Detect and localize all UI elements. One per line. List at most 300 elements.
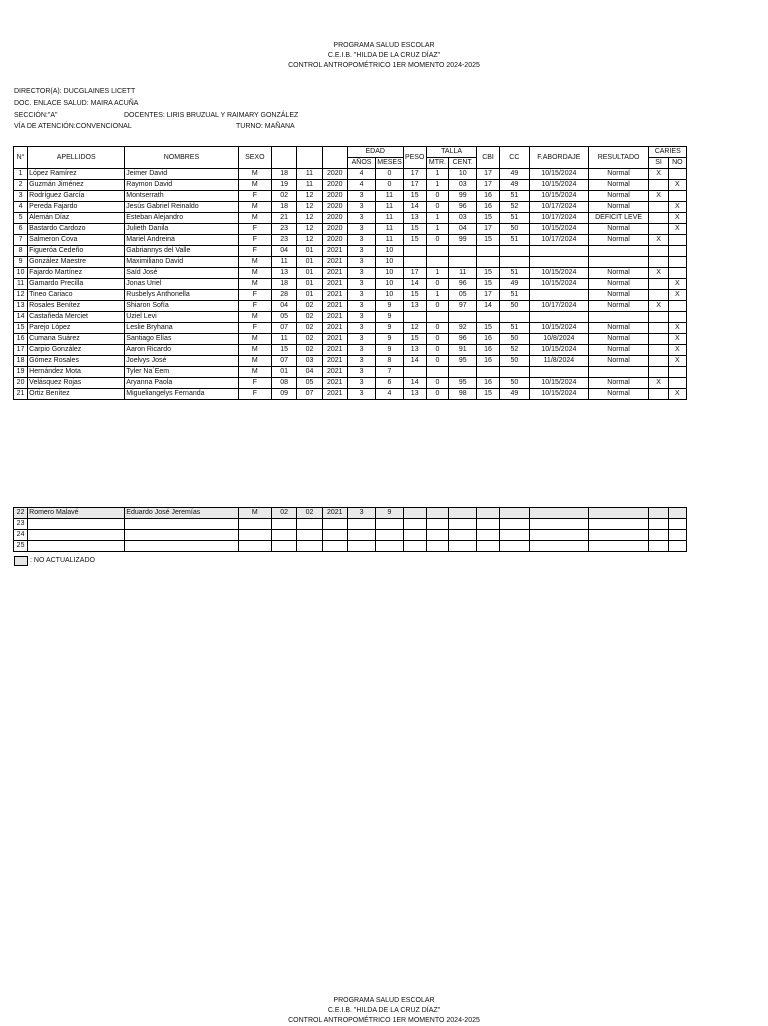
table-cell (649, 530, 668, 541)
table-cell: 11/8/2024 (530, 356, 589, 367)
table-cell: 15 (403, 334, 426, 345)
header-school: C.E.I.B. "HILDA DE LA CRUZ DÍAZ" (327, 52, 441, 59)
table-cell (668, 367, 686, 378)
table-cell (499, 541, 529, 552)
table-cell: X (668, 290, 686, 301)
table-row (14, 202, 687, 213)
table-cell (649, 519, 668, 530)
table-cell: Normal (588, 323, 649, 334)
table-cell: 49 (499, 169, 529, 180)
table-cell: M (238, 202, 271, 213)
table-cell (477, 312, 499, 323)
table-cell: Gamardo Precilla (28, 279, 125, 290)
table-cell: Normal (588, 235, 649, 246)
table-cell (649, 389, 668, 400)
table-cell: 22 (14, 508, 28, 519)
table-cell (376, 530, 403, 541)
table-cell (649, 541, 668, 552)
col-peso: PESO (403, 147, 426, 169)
table-cell: 51 (499, 290, 529, 301)
table-cell: 3 (347, 268, 375, 279)
table-cell: Santiago Elías (125, 334, 238, 345)
table-cell: Castañeda Merciet (28, 312, 125, 323)
table-cell: Tyler Na´Eem (125, 367, 238, 378)
table-cell: 11 (449, 268, 477, 279)
table-cell: 3 (347, 323, 375, 334)
table-cell: 8 (14, 246, 28, 257)
table-cell: 95 (449, 356, 477, 367)
table-cell: Gómez Rosales (28, 356, 125, 367)
table-cell: 2020 (322, 202, 347, 213)
table-row (14, 246, 687, 257)
table-cell: 2021 (322, 508, 347, 519)
table-row (14, 323, 687, 334)
table-cell (322, 519, 347, 530)
table-row (14, 345, 687, 356)
col-edad: EDAD (347, 147, 403, 158)
turno: TURNO: MAÑANA (236, 123, 295, 130)
table-cell (297, 530, 322, 541)
table-cell (530, 367, 589, 378)
director: DIRECTOR(A): DUCGLAINES LICETT (14, 88, 136, 95)
footer-school: C.E.I.B. "HILDA DE LA CRUZ DÍAZ" (327, 1007, 441, 1014)
table-cell: 02 (297, 508, 322, 519)
table-cell (668, 541, 686, 552)
col-mtr: MTR. (426, 158, 448, 169)
table-cell: 01 (297, 279, 322, 290)
table-cell: 13 (403, 213, 426, 224)
table-cell: X (649, 235, 668, 246)
table-cell (426, 541, 448, 552)
col-meses: MESES (376, 158, 403, 169)
table-cell: 12 (297, 235, 322, 246)
table-cell: 10/17/2024 (530, 213, 589, 224)
table-cell: 2021 (322, 356, 347, 367)
table-cell: 10/15/2024 (530, 279, 589, 290)
table-cell: 16 (477, 334, 499, 345)
table-row (14, 334, 687, 345)
table-cell (477, 367, 499, 378)
col-sexo: SEXO (238, 147, 271, 169)
table-row (14, 279, 687, 290)
table-cell: 50 (499, 356, 529, 367)
table-cell: 99 (449, 191, 477, 202)
table-cell: M (238, 367, 271, 378)
table-cell: 14 (403, 279, 426, 290)
col-no: NO (668, 158, 686, 169)
table-cell (403, 257, 426, 268)
table-cell: Raymon David (125, 180, 238, 191)
table-cell: 6 (14, 224, 28, 235)
table-cell (588, 257, 649, 268)
table-cell: 4 (376, 389, 403, 400)
table-cell: 51 (499, 213, 529, 224)
table-cell: 05 (297, 378, 322, 389)
table-row (14, 312, 687, 323)
table-cell: 11 (272, 334, 297, 345)
table-cell (499, 246, 529, 257)
table-cell: 28 (272, 290, 297, 301)
col-cent: CENT. (449, 158, 477, 169)
table-cell: Shiaron Sofía (125, 301, 238, 312)
table-row (14, 378, 687, 389)
table-cell (426, 519, 448, 530)
table-cell: 0 (426, 378, 448, 389)
table-cell: Normal (588, 345, 649, 356)
table-cell: 3 (347, 235, 375, 246)
table-cell: X (668, 323, 686, 334)
table-cell (649, 508, 668, 519)
table-cell: 12 (297, 191, 322, 202)
table-cell: 1 (426, 224, 448, 235)
table-row (14, 169, 687, 180)
table-cell: Normal (588, 224, 649, 235)
legend-swatch (14, 556, 28, 566)
table-cell: Aaron Ricardo (125, 345, 238, 356)
table-cell: 10/15/2024 (530, 169, 589, 180)
table-cell: 12 (297, 202, 322, 213)
table-cell: 17 (14, 345, 28, 356)
table-cell: 10/8/2024 (530, 334, 589, 345)
table-cell: 99 (449, 235, 477, 246)
table-cell (28, 530, 125, 541)
table-cell: 03 (449, 180, 477, 191)
table-cell: 1 (426, 213, 448, 224)
table-cell: 11 (14, 279, 28, 290)
table-cell: 14 (477, 301, 499, 312)
table-cell: F (238, 224, 271, 235)
table-cell (649, 367, 668, 378)
table-cell: 0 (426, 235, 448, 246)
table-cell: X (668, 345, 686, 356)
table-cell: 3 (347, 378, 375, 389)
table-cell: 24 (14, 530, 28, 541)
table-cell (588, 519, 649, 530)
col-fabordaje: F.ABORDAJE (530, 147, 589, 169)
table-cell: 9 (376, 301, 403, 312)
table-cell: F (238, 323, 271, 334)
table-cell: 3 (347, 367, 375, 378)
table-cell (28, 519, 125, 530)
table-cell (403, 312, 426, 323)
table-cell: 15 (272, 345, 297, 356)
table-cell: 17 (477, 180, 499, 191)
table-cell: X (668, 389, 686, 400)
table-cell: 17 (403, 169, 426, 180)
table-cell: 02 (272, 191, 297, 202)
table-cell (477, 508, 499, 519)
table-cell: 0 (376, 169, 403, 180)
table-cell: 14 (403, 378, 426, 389)
table-cell: 11 (376, 213, 403, 224)
table-cell: X (668, 202, 686, 213)
table-cell: 2021 (322, 290, 347, 301)
table-cell: 12 (297, 224, 322, 235)
anthropometric-table (13, 146, 687, 400)
table-cell: 13 (403, 345, 426, 356)
table-cell: 15 (403, 224, 426, 235)
col-si: SI (649, 158, 668, 169)
table-cell: 50 (499, 334, 529, 345)
table-cell (649, 312, 668, 323)
table-cell: 50 (499, 224, 529, 235)
table-cell: 0 (426, 301, 448, 312)
table-cell (347, 541, 375, 552)
table-cell: 4 (347, 180, 375, 191)
header-program: PROGRAMA SALUD ESCOLAR (333, 42, 435, 49)
table-row (14, 389, 687, 400)
table-cell: López Ramírez (28, 169, 125, 180)
table-cell (426, 367, 448, 378)
table-cell (449, 367, 477, 378)
table-cell (426, 257, 448, 268)
table-row (14, 235, 687, 246)
table-cell: F (238, 246, 271, 257)
table-cell (530, 312, 589, 323)
table-cell: M (238, 312, 271, 323)
table-cell: 2020 (322, 224, 347, 235)
table-cell (668, 312, 686, 323)
table-cell: 9 (376, 334, 403, 345)
table-cell: 17 (477, 169, 499, 180)
col-nombres: NOMBRES (125, 147, 238, 169)
table-cell: Rusbelys Anthonella (125, 290, 238, 301)
table-cell: 2021 (322, 378, 347, 389)
table-cell (426, 530, 448, 541)
table-cell: 10 (376, 257, 403, 268)
table-cell: 0 (426, 334, 448, 345)
table-cell: Maximiliano David (125, 257, 238, 268)
table-cell (28, 541, 125, 552)
table-cell: 0 (426, 356, 448, 367)
table-cell: 51 (499, 323, 529, 334)
table-cell (477, 257, 499, 268)
table-cell: 10 (376, 246, 403, 257)
table-cell: 51 (499, 235, 529, 246)
table-cell: Saíd José (125, 268, 238, 279)
table-cell: 2021 (322, 279, 347, 290)
table-cell (649, 334, 668, 345)
table-cell: 92 (449, 323, 477, 334)
table-cell: 3 (347, 246, 375, 257)
table-cell: 96 (449, 279, 477, 290)
table-cell: Normal (588, 389, 649, 400)
table-cell: Aryanna Paola (125, 378, 238, 389)
table-cell: 05 (272, 312, 297, 323)
table-cell: 7 (376, 367, 403, 378)
table-cell (125, 530, 238, 541)
col-fecha-ano (322, 147, 347, 169)
table-cell (668, 519, 686, 530)
table-cell: DEFICIT LEVE (588, 213, 649, 224)
table-cell: 11 (297, 180, 322, 191)
table-cell (668, 508, 686, 519)
table-cell: 0 (426, 202, 448, 213)
table-cell (403, 508, 426, 519)
document-header (0, 41, 768, 71)
table-cell: 3 (347, 213, 375, 224)
table-cell (449, 508, 477, 519)
table-cell (347, 530, 375, 541)
table-cell: 3 (347, 508, 375, 519)
table-cell: 07 (272, 323, 297, 334)
table-cell: 97 (449, 301, 477, 312)
table-cell (272, 519, 297, 530)
table-cell: 11 (376, 224, 403, 235)
table-cell: Bastardo Cardozo (28, 224, 125, 235)
table-cell: 2021 (322, 367, 347, 378)
table-cell: 2021 (322, 345, 347, 356)
table-cell: 3 (347, 312, 375, 323)
table-cell (649, 180, 668, 191)
table-cell: 21 (14, 389, 28, 400)
table-cell: 9 (376, 323, 403, 334)
table-cell: 0 (426, 191, 448, 202)
table-cell: 1 (426, 290, 448, 301)
table-cell (403, 246, 426, 257)
header-title: CONTROL ANTROPOMÉTRICO 1ER MOMENTO 2024-2025 (288, 62, 480, 69)
table-cell: 12 (297, 213, 322, 224)
table-cell (272, 530, 297, 541)
table-cell: 17 (477, 224, 499, 235)
table-cell: X (668, 213, 686, 224)
table-cell: 9 (14, 257, 28, 268)
table-cell: 01 (297, 257, 322, 268)
table-cell (588, 508, 649, 519)
table-cell: 2020 (322, 235, 347, 246)
table-cell: Velásquez Rojas (28, 378, 125, 389)
table-cell (297, 519, 322, 530)
table-cell: 10 (14, 268, 28, 279)
table-cell (649, 224, 668, 235)
table-cell: 04 (297, 367, 322, 378)
table-cell: 03 (449, 213, 477, 224)
table-cell: 52 (499, 202, 529, 213)
table-cell: M (238, 180, 271, 191)
table-cell: 50 (499, 378, 529, 389)
table-cell: 18 (272, 169, 297, 180)
table-cell: 5 (14, 213, 28, 224)
table-cell: 10/15/2024 (530, 180, 589, 191)
table-cell: M (238, 356, 271, 367)
table-cell: X (649, 169, 668, 180)
table-cell (322, 541, 347, 552)
table-cell: 3 (347, 191, 375, 202)
table-row (14, 541, 687, 552)
table-cell: 15 (403, 290, 426, 301)
table-cell: 0 (426, 389, 448, 400)
table-cell (449, 257, 477, 268)
table-cell: Esteban Alejandro (125, 213, 238, 224)
table-cell: 2020 (322, 191, 347, 202)
table-cell: Carpio González (28, 345, 125, 356)
table-cell: Normal (588, 169, 649, 180)
table-cell: 1 (426, 180, 448, 191)
table-cell: Julieth Danila (125, 224, 238, 235)
table-cell: 02 (297, 301, 322, 312)
table-cell: F (238, 389, 271, 400)
table-cell: 15 (403, 191, 426, 202)
table-cell: 11 (376, 191, 403, 202)
table-cell (668, 268, 686, 279)
table-cell: 0 (376, 180, 403, 191)
table-cell (530, 541, 589, 552)
table-cell: 19 (272, 180, 297, 191)
table-cell (668, 301, 686, 312)
table-cell: Jonas Uriel (125, 279, 238, 290)
table-cell (403, 530, 426, 541)
table-cell (530, 257, 589, 268)
table-cell: Leslie Bryhana (125, 323, 238, 334)
table-cell (588, 541, 649, 552)
table-cell (530, 246, 589, 257)
table-cell: 10/15/2024 (530, 389, 589, 400)
table-cell: 51 (499, 191, 529, 202)
col-fecha-dia (272, 147, 297, 169)
table-cell (668, 235, 686, 246)
table-cell: 7 (14, 235, 28, 246)
table-cell: 15 (477, 235, 499, 246)
col-apellidos: APELLIDOS (28, 147, 125, 169)
table-cell: 14 (403, 356, 426, 367)
table-cell: 18 (14, 356, 28, 367)
table-cell: M (238, 268, 271, 279)
table-cell: 0 (426, 345, 448, 356)
table-cell: 02 (272, 508, 297, 519)
table-cell: 15 (14, 323, 28, 334)
table-cell (449, 312, 477, 323)
table-cell (649, 279, 668, 290)
table-cell (477, 519, 499, 530)
table-cell (238, 519, 271, 530)
table-cell: 10/15/2024 (530, 378, 589, 389)
table-cell: Parejo López (28, 323, 125, 334)
table-cell (297, 541, 322, 552)
table-cell: 16 (477, 202, 499, 213)
col-resultado: RESULTADO (588, 147, 649, 169)
seccion: SECCIÓN:"A" (14, 112, 58, 119)
table-cell: 01 (297, 246, 322, 257)
table-cell (649, 257, 668, 268)
table-row (14, 356, 687, 367)
table-cell: 8 (376, 356, 403, 367)
table-cell: 10/15/2024 (530, 224, 589, 235)
table-cell: Guzmán Jiménez (28, 180, 125, 191)
table-cell: 2021 (322, 268, 347, 279)
table-cell: 02 (297, 312, 322, 323)
table-cell: 16 (477, 378, 499, 389)
table-cell: 11 (272, 257, 297, 268)
table-cell: Normal (588, 202, 649, 213)
table-cell: F (238, 378, 271, 389)
table-cell: Normal (588, 356, 649, 367)
table-cell (649, 356, 668, 367)
table-cell: 10/15/2024 (530, 268, 589, 279)
table-cell: 16 (477, 345, 499, 356)
table-cell (449, 519, 477, 530)
table-cell: 2020 (322, 213, 347, 224)
table-cell: 4 (347, 169, 375, 180)
table-cell: Romero Malavé (28, 508, 125, 519)
table-cell: Tineo Cariaco (28, 290, 125, 301)
table-cell (376, 519, 403, 530)
table-cell (376, 541, 403, 552)
table-cell (530, 508, 589, 519)
table-cell: 11 (376, 235, 403, 246)
table-cell (347, 519, 375, 530)
table-cell: Normal (588, 334, 649, 345)
table-cell: 01 (297, 290, 322, 301)
